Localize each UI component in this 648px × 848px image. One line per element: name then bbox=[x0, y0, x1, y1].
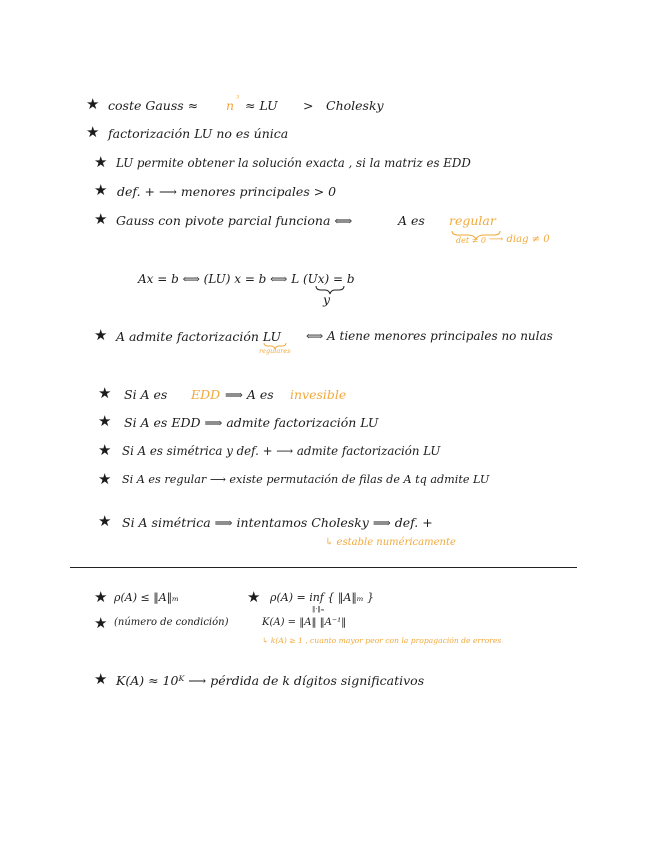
highlighted-term: invesible bbox=[290, 387, 347, 402]
note-text: LU permite obtener la solución exacta , si la matriz es EDD bbox=[116, 156, 471, 170]
underbrace-lu bbox=[264, 343, 286, 349]
bullet-star-icon: ★ bbox=[98, 470, 112, 488]
note-text: Si A simétrica ⟹ intentamos Cholesky ⟹ def. + bbox=[122, 515, 433, 530]
note-text: Si A es regular ⟶ existe permutación de filas de A tq admite LU bbox=[122, 473, 490, 486]
bullet-star-icon: ★ bbox=[94, 153, 108, 171]
equation-text: Ax = b ⟺ (LU) x = b ⟺ L (Ux) = b bbox=[138, 272, 355, 286]
note-text: ⟹ A es bbox=[225, 387, 274, 402]
bullet-star-icon: ★ bbox=[98, 412, 112, 430]
note-text: def. + ⟶ menores principales > 0 bbox=[117, 184, 337, 199]
annotation-text: ↳ k(A) ≥ 1 , cuanto mayor peor con la propagación de errores bbox=[262, 636, 502, 645]
annotation-text: regulares bbox=[259, 347, 291, 355]
equation-text: ρ(A) = inf { ‖A‖ₘ } bbox=[270, 591, 375, 604]
bullet-star-icon: ★ bbox=[98, 441, 112, 459]
underbrace-ux bbox=[316, 286, 344, 294]
note-text: ≈ LU bbox=[245, 98, 278, 113]
note-text: Cholesky bbox=[326, 98, 384, 113]
annotation-text: ↳ estable numéricamente bbox=[325, 537, 456, 548]
bullet-star-icon: ★ bbox=[98, 512, 112, 530]
note-text: Gauss con pivote parcial funciona ⟺ bbox=[116, 213, 353, 228]
equation-text: ρ(A) ≤ ‖A‖ₘ bbox=[114, 591, 179, 604]
note-text: A es bbox=[398, 213, 425, 228]
note-text: Si A es simétrica y def. + ⟶ admite factorización LU bbox=[122, 444, 441, 458]
note-text: > bbox=[303, 98, 314, 113]
equation-text: K(A) = ‖A‖ ‖A⁻¹‖ bbox=[262, 617, 347, 628]
highlighted-term: EDD bbox=[191, 387, 221, 402]
note-text: Si A es bbox=[124, 387, 168, 402]
note-text: factorización LU no es única bbox=[108, 126, 289, 141]
note-text: (número de condición) bbox=[114, 617, 229, 628]
bullet-star-icon: ★ bbox=[94, 210, 108, 228]
highlighted-term: ³ bbox=[236, 94, 240, 103]
highlighted-term: regular bbox=[449, 213, 496, 228]
bullet-star-icon: ★ bbox=[94, 181, 108, 199]
bullet-star-icon: ★ bbox=[247, 588, 261, 606]
bullet-star-icon: ★ bbox=[94, 670, 108, 688]
note-text: Si A es EDD ⟹ admite factorización LU bbox=[124, 415, 379, 430]
note-text: ⟺ A tiene menores principales no nulas bbox=[306, 329, 553, 343]
highlighted-term: n bbox=[226, 98, 235, 113]
annotation-text: det ≠ 0 bbox=[456, 236, 486, 245]
note-text: K(A) ≈ 10ᴷ ⟶ pérdida de k dígitos significativos bbox=[116, 673, 425, 688]
equation-text: y bbox=[323, 292, 331, 307]
bullet-star-icon: ★ bbox=[86, 95, 100, 113]
bullet-star-icon: ★ bbox=[94, 326, 108, 344]
note-text: coste Gauss ≈ bbox=[108, 98, 199, 113]
underbrace-regular bbox=[452, 231, 500, 239]
bullet-star-icon: ★ bbox=[86, 123, 100, 141]
note-text: A admite factorización LU bbox=[116, 329, 282, 344]
bullet-star-icon: ★ bbox=[94, 614, 108, 632]
annotation-text: ⟶ diag ≠ 0 bbox=[489, 234, 550, 245]
bullet-star-icon: ★ bbox=[94, 588, 108, 606]
equation-subscript: ‖·‖ₘ bbox=[312, 605, 325, 613]
bullet-star-icon: ★ bbox=[98, 384, 112, 402]
